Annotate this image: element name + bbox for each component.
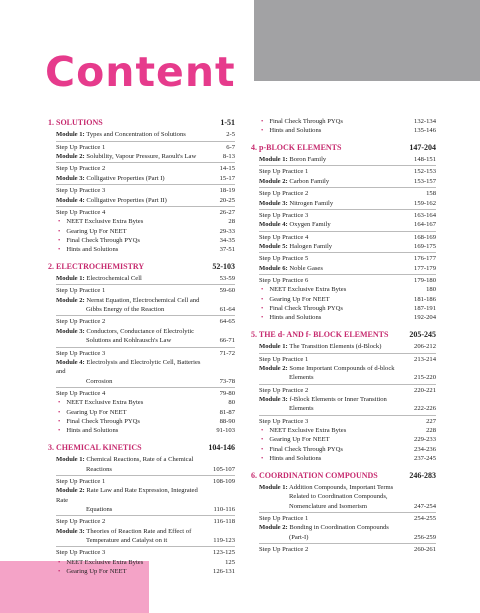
- toc-entry[interactable]: [251, 126, 436, 135]
- toc-entry-text: • Gearing Up For NEET: [259, 295, 408, 304]
- chapter-heading[interactable]: [251, 142, 436, 153]
- module-title-continued: Solutions and Kohlrausch's Law: [86, 337, 172, 345]
- toc-entry-text: Module 4: Electrolysis and Electrolytic Cell, Batteries and Corrosion: [56, 358, 201, 385]
- toc-entry-pages: 14-15: [219, 165, 235, 173]
- row-divider: [56, 141, 235, 142]
- toc-entry[interactable]: [48, 152, 235, 161]
- toc-entry-pages: 159-162: [414, 199, 436, 207]
- toc-entry[interactable]: [251, 233, 436, 242]
- toc-entry-pages: 61-64: [219, 306, 235, 314]
- row-divider: [56, 162, 235, 163]
- row-divider: [56, 184, 235, 185]
- toc-entry-text: Module 3: Conductors, Conductance of Electrolytic Solutions and Kohlrausch's Law: [56, 327, 207, 346]
- module-title-continued: Elements: [289, 405, 314, 413]
- module-label: Module 1:: [56, 131, 85, 139]
- toc-entry[interactable]: [251, 313, 436, 322]
- module-label: Module 2:: [56, 153, 85, 161]
- toc-entry[interactable]: [251, 285, 436, 294]
- chapter-title: 6. COORDINATION COMPOUNDS: [251, 470, 378, 480]
- module-label: Module 2:: [259, 177, 288, 185]
- page-title: Content: [45, 48, 236, 96]
- toc-entry-text: • Final Check Through PYQs: [259, 445, 408, 454]
- toc-entry-text: Step Up Practice 5: [259, 255, 309, 263]
- toc-entry-text: • Gearing Up For NEET: [56, 227, 207, 236]
- toc-entry-pages: 260-261: [414, 546, 436, 554]
- module-label: Module 4:: [259, 221, 288, 229]
- chapter-pages: 147-204: [409, 142, 436, 152]
- toc-entry-pages: 213-214: [414, 355, 436, 363]
- toc-entry-pages: 237-245: [414, 455, 436, 463]
- toc-entry-text: Step Up Practice 2: [259, 546, 309, 554]
- toc-entry-pages: 247-254: [414, 502, 436, 510]
- toc-entry[interactable]: [48, 408, 235, 417]
- toc-entry-pages: 215-220: [414, 374, 436, 382]
- toc-entry-text: Module 3: Colligative Properties (Part I): [56, 174, 165, 182]
- toc-entry-pages: 206-212: [414, 343, 436, 351]
- toc-entry-text: Module 1: Chemical Reactions, Rate of a Chemical Reactions: [56, 455, 207, 474]
- toc-entry[interactable]: [251, 426, 436, 435]
- chapter-heading[interactable]: [251, 470, 436, 481]
- toc-entry-pages: 254-255: [414, 514, 436, 522]
- toc-entry[interactable]: [251, 386, 436, 395]
- chapter-heading[interactable]: [48, 261, 235, 272]
- toc-entry[interactable]: [251, 155, 436, 164]
- row-divider: [259, 252, 436, 253]
- toc-left-column: [48, 117, 235, 576]
- toc-entry[interactable]: [251, 189, 436, 198]
- toc-entry[interactable]: [251, 355, 436, 364]
- row-divider: [259, 353, 436, 354]
- toc-entry-text: Step Up Practice 2: [56, 165, 106, 173]
- toc-entry[interactable]: [48, 548, 235, 557]
- module-label: Module 6:: [259, 264, 288, 272]
- toc-entry[interactable]: [251, 417, 436, 426]
- toc-entry[interactable]: [251, 177, 436, 186]
- toc-entry[interactable]: [48, 296, 235, 315]
- toc-entry-text: Step Up Practice 2: [259, 190, 309, 198]
- toc-entry-text: Step Up Practice 2: [259, 386, 309, 394]
- toc-entry-pages: 152-153: [414, 168, 436, 176]
- toc-entry[interactable]: [251, 295, 436, 304]
- row-divider: [259, 187, 436, 188]
- toc-entry-pages: 256-259: [414, 533, 436, 541]
- toc-entry[interactable]: [48, 196, 235, 205]
- toc-entry-text: Step Up Practice 1: [259, 168, 309, 176]
- toc-entry-text: Step Up Practice 6: [259, 277, 309, 285]
- toc-entry-pages: 126-131: [213, 568, 235, 576]
- module-title-continued: Equations: [86, 505, 113, 513]
- toc-entry[interactable]: [48, 426, 235, 435]
- row-divider: [56, 475, 235, 476]
- toc-entry-text: • Final Check Through PYQs: [56, 417, 207, 426]
- toc-entry-text: Module 3: f-Block Elements or Inner Transition Elements: [259, 395, 408, 414]
- toc-entry[interactable]: [251, 199, 436, 208]
- toc-entry[interactable]: [251, 117, 436, 126]
- module-title-continued: Related to Coordination Compounds,: [289, 493, 388, 501]
- toc-entry[interactable]: [48, 286, 235, 295]
- module-label: Module 2:: [56, 296, 85, 304]
- toc-entry[interactable]: [251, 211, 436, 220]
- toc-entry-pages: 158: [426, 190, 436, 198]
- module-label: Module 1:: [56, 275, 85, 283]
- toc-entry-text: • Hints and Solutions: [259, 126, 408, 135]
- toc-entry-text: Module 4: Colligative Properties (Part II): [56, 196, 167, 204]
- toc-entry-text: Step Up Practice 4: [259, 233, 309, 241]
- toc-entry-text: Step Up Practice 4: [56, 208, 106, 216]
- toc-entry[interactable]: [48, 236, 235, 245]
- toc-entry-pages: 163-164: [414, 211, 436, 219]
- toc-entry[interactable]: [48, 143, 235, 152]
- module-title-continued: Reactions: [86, 465, 113, 473]
- module-label: Module 3:: [56, 327, 85, 335]
- toc-entry[interactable]: [48, 527, 235, 546]
- toc-entry-pages: 110-116: [213, 505, 235, 513]
- toc-entry[interactable]: [48, 558, 235, 567]
- toc-entry[interactable]: [251, 304, 436, 313]
- module-label: Module 1:: [259, 156, 288, 164]
- toc-entry-pages: 53-59: [219, 275, 235, 283]
- toc-entry-pages: 132-134: [414, 118, 436, 125]
- module-title-continued: Temperature and Catalyst on it: [86, 537, 168, 545]
- toc-entry-pages: 228: [426, 427, 436, 435]
- toc-entry-text: Module 1: Electrochemical Cell: [56, 275, 142, 283]
- toc-entry-pages: 73-78: [219, 377, 235, 385]
- toc-entry-pages: 168-169: [414, 233, 436, 241]
- toc-entry-text: Module 1: The Transition Elements (d-Block): [259, 343, 382, 351]
- row-divider: [56, 515, 235, 516]
- toc-entry[interactable]: [251, 395, 436, 414]
- toc-entry[interactable]: [251, 523, 436, 542]
- toc-entry[interactable]: [48, 358, 235, 386]
- toc-entry[interactable]: [48, 130, 235, 139]
- toc-entry-pages: 2-5: [226, 131, 235, 139]
- toc-entry-text: Step Up Practice 3: [56, 187, 106, 195]
- toc-entry-pages: 15-17: [219, 174, 235, 182]
- toc-entry[interactable]: [48, 327, 235, 346]
- module-title-continued: Nomenclature and Isomerism: [289, 502, 368, 510]
- toc-entry[interactable]: [251, 445, 436, 454]
- toc-entry-pages: 234-236: [414, 445, 436, 453]
- toc-entry-pages: 180: [426, 286, 436, 294]
- module-label: Module 1:: [259, 343, 288, 351]
- module-title-continued: Elements: [289, 374, 314, 382]
- module-title-continued: Gibbs Energy of the Reaction: [86, 306, 165, 314]
- toc-entry-text: Module 2: Carbon Family: [259, 177, 330, 185]
- module-label: Module 4:: [56, 196, 85, 204]
- module-label: Module 3:: [259, 395, 288, 403]
- toc-entry-pages: 229-233: [414, 436, 436, 444]
- chapter-pages: 246-283: [409, 470, 436, 480]
- toc-entry-pages: 8-13: [222, 153, 235, 161]
- row-divider: [259, 209, 436, 210]
- toc-entry-pages: 176-177: [414, 255, 436, 263]
- toc-entry[interactable]: [48, 174, 235, 183]
- toc-entry-pages: 81-87: [219, 408, 235, 416]
- toc-entry-text: • Hints and Solutions: [56, 426, 207, 435]
- row-divider: [56, 315, 235, 316]
- toc-entry-pages: 181-186: [414, 295, 436, 303]
- toc-entry-text: Step Up Practice 1: [56, 143, 106, 151]
- toc-entry-pages: 125: [225, 558, 235, 566]
- toc-entry-text: Step Up Practice 4: [56, 389, 106, 397]
- toc-entry-pages: 135-146: [414, 127, 436, 135]
- module-label: Module 4:: [56, 358, 85, 366]
- chapter-pages: 104-146: [208, 442, 235, 452]
- toc-entry[interactable]: [251, 545, 436, 554]
- toc-entry[interactable]: [48, 164, 235, 173]
- row-divider: [259, 415, 436, 416]
- module-label: Module 2:: [259, 364, 288, 372]
- chapter-heading[interactable]: [48, 442, 235, 453]
- toc-entry-text: Module 5: Halogen Family: [259, 242, 333, 250]
- toc-entry-text: • Hints and Solutions: [259, 454, 408, 463]
- module-label: Module 1:: [259, 483, 288, 491]
- toc-entry[interactable]: [251, 276, 436, 285]
- module-label: Module 1:: [56, 456, 85, 464]
- chapter-title: 3. CHEMICAL KINETICS: [48, 442, 142, 452]
- toc-entry-text: Step Up Practice 3: [56, 349, 106, 357]
- row-divider: [56, 387, 235, 388]
- toc-entry[interactable]: [251, 342, 436, 351]
- chapter-title: 5. THE d- AND f- BLOCK ELEMENTS: [251, 329, 389, 339]
- module-label: Module 3:: [56, 527, 85, 535]
- chapter-pages: 52-103: [212, 261, 235, 271]
- module-label: Module 3:: [56, 174, 85, 182]
- toc-entry-pages: 34-35: [219, 236, 235, 244]
- toc-entry[interactable]: [48, 455, 235, 474]
- toc-entry-text: Module 2: Solubility, Vapour Pressure, Raoult's Law: [56, 153, 197, 161]
- toc-entry-text: • NEET Exclusive Extra Bytes: [56, 398, 207, 407]
- row-divider: [259, 384, 436, 385]
- toc-entry-text: Module 1: Boron Family: [259, 156, 327, 164]
- toc-entry-pages: 179-180: [414, 277, 436, 285]
- chapter-title: 4. p-BLOCK ELEMENTS: [251, 142, 342, 152]
- chapter-pages: 205-245: [409, 329, 436, 339]
- row-divider: [56, 347, 235, 348]
- toc-entry-pages: 192-204: [414, 314, 436, 322]
- toc-entry[interactable]: [48, 274, 235, 283]
- toc-entry-pages: 164-167: [414, 221, 436, 229]
- toc-entry[interactable]: [251, 364, 436, 383]
- toc-entry[interactable]: [251, 435, 436, 444]
- toc-entry-text: Step Up Practice 1: [56, 287, 106, 295]
- toc-entry-text: Module 1: Addition Compounds, Important Terms Related to Coordination Compounds, Nomenclature and Isomerism: [259, 483, 408, 511]
- toc-entry-text: • Gearing Up For NEET: [56, 408, 207, 417]
- toc-entry-pages: 148-151: [414, 156, 436, 164]
- toc-entry[interactable]: [48, 389, 235, 398]
- toc-entry-pages: 108-109: [213, 477, 235, 485]
- toc-entry-pages: 88-90: [219, 418, 235, 426]
- toc-entry-pages: 187-191: [414, 305, 436, 313]
- module-title-continued: (Part-I): [289, 533, 309, 541]
- toc-entry[interactable]: [251, 220, 436, 229]
- row-divider: [56, 206, 235, 207]
- toc-entry-pages: 123-125: [213, 549, 235, 557]
- toc-entry-text: Step Up Practice 2: [56, 318, 106, 326]
- toc-entry-pages: 79-80: [219, 389, 235, 397]
- toc-entry-text: • Gearing Up For NEET: [56, 567, 207, 576]
- module-title-continued: Corrosion: [86, 377, 113, 385]
- toc-entry-text: Module 2: Rate Law and Rate Expression, Integrated Rate Equations: [56, 486, 207, 514]
- chapter-pages: 1-51: [220, 118, 235, 127]
- chapter-heading[interactable]: [48, 117, 235, 128]
- toc-entry-pages: 222-226: [414, 405, 436, 413]
- toc-entry-text: • Final Check Through PYQs: [259, 117, 408, 126]
- toc-entry-text: Module 2: Bonding in Coordination Compounds (Part-I): [259, 523, 408, 542]
- module-label: Module 2:: [259, 524, 288, 532]
- row-divider: [56, 284, 235, 285]
- toc-entry[interactable]: [251, 483, 436, 511]
- toc-entry-text: Module 4: Oxygen Family: [259, 221, 331, 229]
- toc-entry-text: Module 3: Theories of Reaction Rate and Effect of Temperature and Catalyst on it: [56, 527, 207, 546]
- toc-entry-pages: 59-60: [219, 287, 235, 295]
- row-divider: [259, 543, 436, 544]
- chapter-title: 2. ELECTROCHEMISTRY: [48, 261, 145, 271]
- row-divider: [259, 274, 436, 275]
- toc-entry-pages: 119-123: [213, 537, 235, 545]
- toc-entry[interactable]: [48, 208, 235, 217]
- toc-entry-pages: 64-65: [219, 318, 235, 326]
- toc-entry-pages: 91-103: [216, 427, 235, 435]
- toc-entry-text: Step Up Practice 1: [259, 355, 309, 363]
- toc-entry-text: Step Up Practice 1: [56, 477, 106, 485]
- toc-entry[interactable]: [48, 217, 235, 226]
- toc-entry-text: Step Up Practice 3: [259, 211, 309, 219]
- toc-entry-pages: 26-27: [219, 208, 235, 216]
- toc-entry[interactable]: [251, 454, 436, 463]
- toc-entry-text: • Gearing Up For NEET: [259, 435, 408, 444]
- toc-entry[interactable]: [251, 167, 436, 176]
- toc-entry-pages: 6-7: [226, 143, 235, 151]
- toc-entry-text: Module 6: Noble Gases: [259, 264, 323, 272]
- toc-entry-pages: 220-221: [414, 386, 436, 394]
- toc-entry-text: Module 2: Nernst Equation, Electrochemical Cell and Gibbs Energy of the Reaction: [56, 296, 200, 314]
- row-divider: [259, 512, 436, 513]
- toc-entry[interactable]: [48, 245, 235, 254]
- toc-entry[interactable]: [251, 264, 436, 273]
- toc-entry-text: • NEET Exclusive Extra Bytes: [56, 217, 207, 226]
- toc-entry[interactable]: [48, 417, 235, 426]
- toc-entry-pages: 18-19: [219, 187, 235, 195]
- toc-entry-pages: 227: [426, 417, 436, 425]
- toc-entry-text: • Final Check Through PYQs: [56, 236, 207, 245]
- toc-entry-pages: 105-107: [213, 465, 235, 473]
- toc-entry-pages: 28: [228, 218, 235, 226]
- toc-entry-text: • NEET Exclusive Extra Bytes: [259, 285, 408, 294]
- toc-entry-pages: 116-118: [213, 518, 235, 526]
- toc-entry[interactable]: [48, 567, 235, 576]
- toc-entry[interactable]: [48, 517, 235, 526]
- chapter-heading[interactable]: [251, 329, 436, 340]
- toc-entry[interactable]: [48, 317, 235, 326]
- toc-entry-text: Step Up Practice 3: [56, 549, 106, 557]
- toc-entry[interactable]: [251, 242, 436, 251]
- toc-entry-text: • Hints and Solutions: [56, 245, 207, 254]
- toc-entry[interactable]: [251, 514, 436, 523]
- row-divider: [259, 165, 436, 166]
- toc-entry-pages: 29-33: [219, 227, 235, 235]
- toc-entry-text: Step Up Practice 1: [259, 514, 309, 522]
- toc-entry[interactable]: [48, 349, 235, 358]
- module-label: Module 2:: [56, 487, 85, 495]
- toc-entry-text: • NEET Exclusive Extra Bytes: [259, 426, 408, 435]
- row-divider: [56, 546, 235, 547]
- header-gray-block: [254, 0, 480, 81]
- toc-entry[interactable]: [48, 227, 235, 236]
- toc-entry[interactable]: [48, 477, 235, 486]
- toc-entry-pages: 66-71: [219, 337, 235, 345]
- toc-right-column: [251, 117, 436, 554]
- toc-entry-text: Module 2: Some Important Compounds of d-block Elements: [259, 364, 408, 383]
- toc-entry-pages: 80: [228, 399, 235, 407]
- module-label: Module 5:: [259, 242, 288, 250]
- toc-entry-pages: 20-25: [219, 196, 235, 204]
- module-label: Module 3:: [259, 199, 288, 207]
- toc-entry[interactable]: [251, 254, 436, 263]
- toc-entry[interactable]: [48, 186, 235, 195]
- toc-entry[interactable]: [48, 486, 235, 514]
- toc-entry-pages: 177-179: [414, 264, 436, 272]
- toc-entry-text: Step Up Practice 2: [56, 518, 106, 526]
- toc-entry-pages: 71-72: [219, 349, 235, 357]
- toc-entry-pages: 153-157: [414, 177, 436, 185]
- toc-entry-text: Module 1: Types and Concentration of Solutions: [56, 131, 186, 139]
- toc-entry-pages: 169-175: [414, 242, 436, 250]
- toc-entry-text: Module 3: Nitrogen Family: [259, 199, 334, 207]
- row-divider: [259, 231, 436, 232]
- toc-entry[interactable]: [48, 398, 235, 407]
- toc-entry-text: • Final Check Through PYQs: [259, 304, 408, 313]
- toc-entry-pages: 37-51: [219, 246, 235, 254]
- toc-entry-text: • NEET Exclusive Extra Bytes: [56, 558, 207, 567]
- chapter-title: 1. SOLUTIONS: [48, 118, 103, 127]
- toc-entry-text: Step Up Practice 3: [259, 417, 309, 425]
- toc-entry-text: • Hints and Solutions: [259, 313, 408, 322]
